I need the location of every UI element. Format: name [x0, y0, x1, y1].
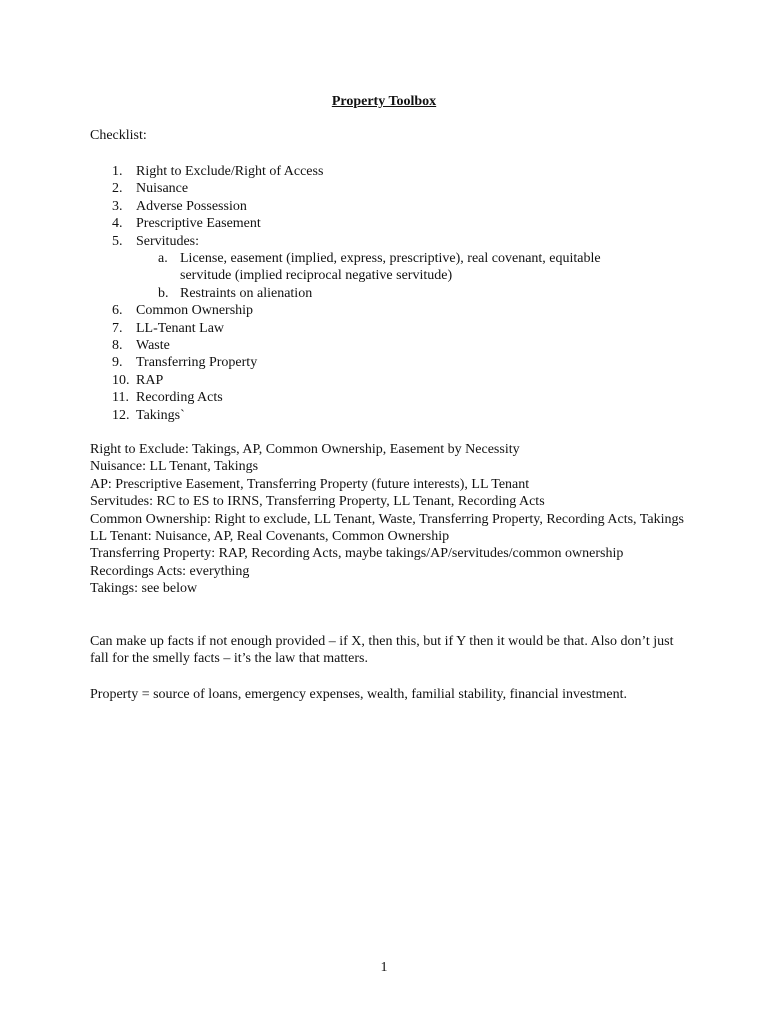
summary-line: Recordings Acts: everything — [90, 563, 250, 579]
page-number: 1 — [380, 960, 388, 975]
list-item-text: Servitudes: — [136, 233, 199, 249]
list-item-text: Waste — [136, 337, 170, 353]
list-item-text: Transferring Property — [136, 355, 258, 371]
list-item — [90, 372, 690, 389]
list-item — [90, 215, 690, 232]
list-item — [90, 407, 690, 424]
checklist — [90, 163, 690, 424]
list-item-text: RAP — [136, 372, 164, 388]
checklist-label: Checklist: — [90, 128, 147, 143]
list-item-text: Takings` — [136, 407, 185, 423]
list-item — [90, 198, 690, 215]
list-item — [90, 389, 690, 406]
list-item — [90, 163, 690, 180]
sub-list-item-text: Restraints on alienation — [180, 285, 313, 301]
list-item — [90, 302, 690, 319]
list-item-text: Nuisance — [136, 181, 189, 197]
list-item-number: 10. — [112, 372, 130, 388]
sub-list-item-text: License, easement (implied, express, prescriptive), real covenant, equitable servitude (implied reciprocal negative servitude) — [180, 250, 601, 284]
property-definition-paragraph: Property = source of loans, emergency expenses, wealth, familial stability, financial investment. — [90, 687, 628, 702]
sub-list-item — [90, 285, 690, 302]
sub-list-item-letter: a. — [158, 250, 168, 266]
list-item-number: 9. — [112, 355, 123, 371]
summary-line: Servitudes: RC to ES to IRNS, Transferring Property, LL Tenant, Recording Acts — [90, 494, 545, 510]
list-item — [90, 320, 690, 337]
page-title: Property Toolbox — [331, 94, 437, 109]
list-item-number: 3. — [112, 198, 123, 214]
list-item-text: Adverse Possession — [136, 198, 247, 214]
list-item-number: 11. — [112, 390, 129, 406]
summary-line: Nuisance: LL Tenant, Takings — [90, 459, 259, 475]
summary-line: Takings: see below — [90, 581, 198, 597]
cross-reference-summary — [90, 441, 690, 598]
summary-line: Transferring Property: RAP, Recording Acts, maybe takings/AP/servitudes/common ownership — [90, 546, 624, 562]
summary-line: Right to Exclude: Takings, AP, Common Ownership, Easement by Necessity — [90, 442, 520, 457]
list-item-number: 2. — [112, 181, 123, 197]
list-item-text: Recording Acts — [136, 390, 223, 406]
list-item-number: 6. — [112, 303, 123, 319]
list-item-text: LL-Tenant Law — [136, 320, 225, 336]
list-item-number: 7. — [112, 320, 123, 336]
sub-list-item — [90, 250, 690, 285]
list-item-number: 8. — [112, 337, 123, 353]
list-item — [90, 337, 690, 354]
summary-line: Common Ownership: Right to exclude, LL Tenant, Waste, Transferring Property, Recording Acts, Takings — [90, 511, 684, 527]
list-item — [90, 354, 690, 371]
summary-line: AP: Prescriptive Easement, Transferring Property (future interests), LL Tenant — [90, 476, 530, 492]
list-item — [90, 233, 690, 250]
sub-list-item-letter: b. — [158, 285, 169, 301]
facts-paragraph: Can make up facts if not enough provided – if X, then this, but if Y then it would be that. Also don’t just fall for the smelly facts – it’s the law that matters. — [90, 634, 674, 667]
list-item — [90, 180, 690, 197]
list-item-number: 12. — [112, 407, 130, 423]
list-item-number: 5. — [112, 233, 123, 249]
summary-line: LL Tenant: Nuisance, AP, Real Covenants, Common Ownership — [90, 529, 450, 545]
list-item-number: 1. — [112, 164, 123, 179]
list-item-text: Prescriptive Easement — [136, 216, 261, 232]
list-item-text: Common Ownership — [136, 303, 254, 319]
list-item-number: 4. — [112, 216, 123, 232]
list-item-text: Right to Exclude/Right of Access — [136, 164, 324, 179]
